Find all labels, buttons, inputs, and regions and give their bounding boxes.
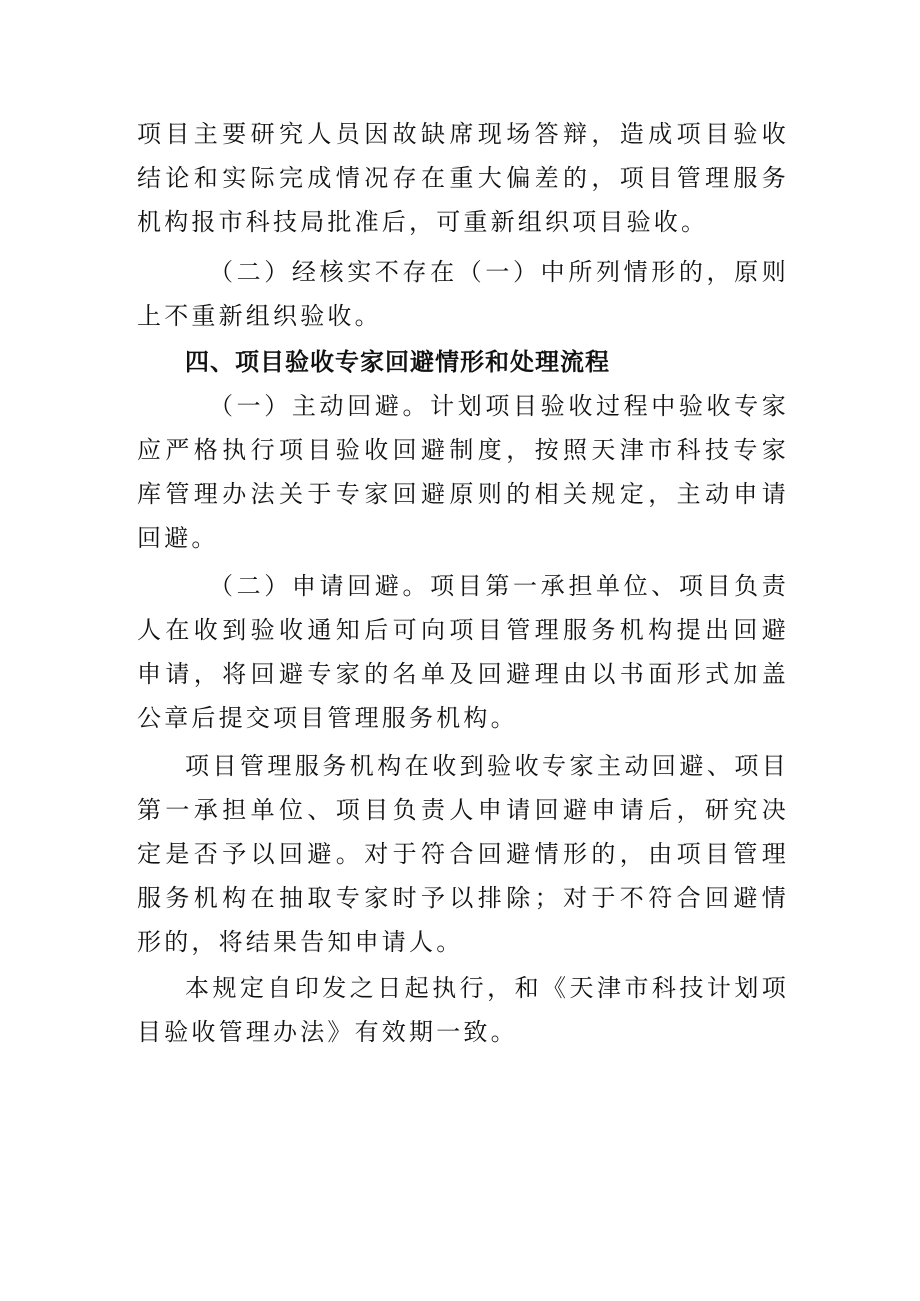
paragraph-no-reorganize: （二）经核实不存在（一）中所列情形的，原则上不重新组织验收。 xyxy=(137,258,789,330)
paragraph-requested-recusal: （二）申请回避。项目第一承担单位、项目负责人在收到验收通知后可向项目管理服务机构提出回避申请，将回避专家的名单及回避理由以书面形式加盖公章后提交项目管理服务机构。 xyxy=(137,572,789,732)
section-heading-expert-recusal: 四、项目验收专家回避情形和处理流程 xyxy=(185,348,610,376)
document-body xyxy=(137,112,789,1054)
paragraph-recusal-decision: 项目管理服务机构在收到验收专家主动回避、项目第一承担单位、项目负责人申请回避申请后，研究决定是否予以回避。对于符合回避情形的，由项目管理服务机构在抽取专家时予以排除；对于不符合回避情形的，将结果告知申请人。 xyxy=(137,752,789,956)
paragraph-reorganize-condition: 项目主要研究人员因故缺席现场答辩，造成项目验收结论和实际完成情况存在重大偏差的，项目管理服务机构报市科技局批准后，可重新组织项目验收。 xyxy=(137,120,789,236)
paragraph-active-recusal: （一）主动回避。计划项目验收过程中验收专家应严格执行项目验收回避制度，按照天津市科技专家库管理办法关于专家回避原则的相关规定，主动申请回避。 xyxy=(137,392,789,552)
paragraph-effective-date: 本规定自印发之日起执行，和《天津市科技计划项目验收管理办法》有效期一致。 xyxy=(137,974,789,1046)
